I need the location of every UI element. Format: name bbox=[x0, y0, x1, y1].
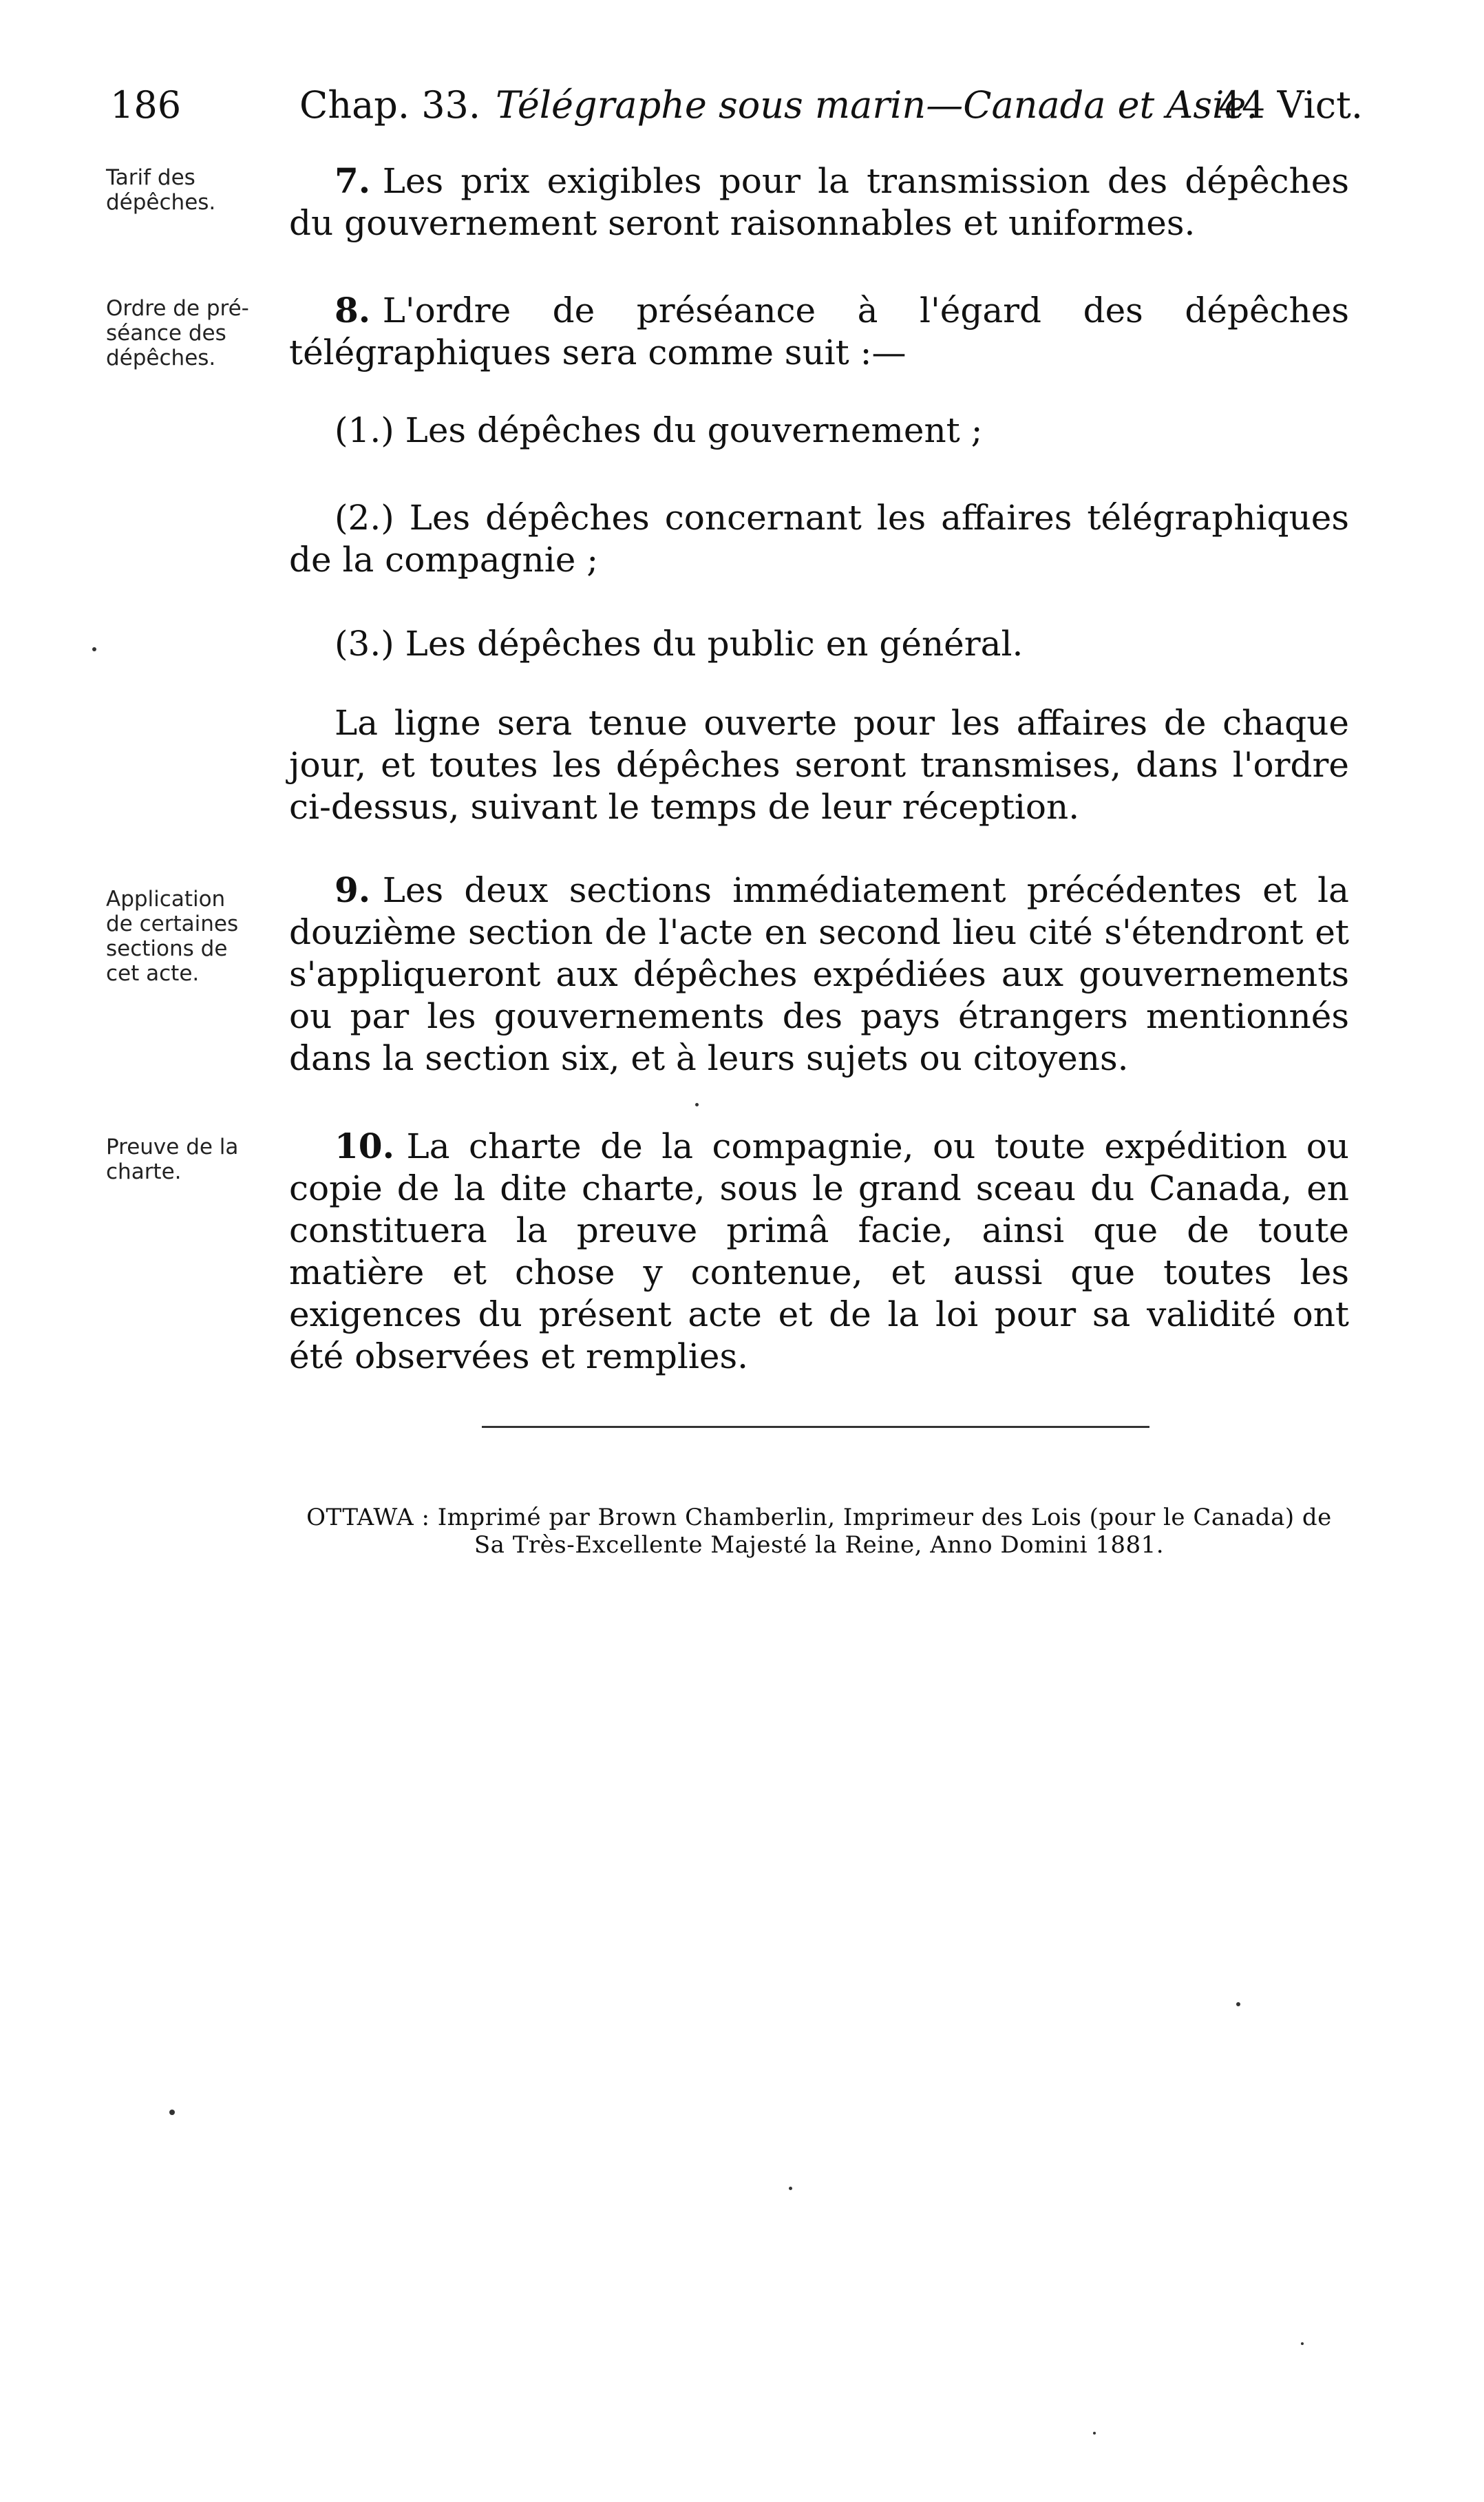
section-10-text: La charte de la compagnie, ou toute expédition ou copie de la dite charte, sous le grand sceau du Canada, en constituera la preuve primâ facie, ainsi que de toute matière et chose y contenue, et aussi que toutes les exigences du présent acte et de la loi pour sa validité ont été observées et remplies. bbox=[289, 1126, 1349, 1376]
section-8-item-3: (3.) Les dépêches du public en général. bbox=[335, 624, 1024, 664]
page-header bbox=[110, 74, 1363, 136]
section-8-text: L'ordre de préséance à l'égard des dépêches télégraphiques sera comme suit :— bbox=[289, 291, 1349, 372]
print-speck bbox=[1236, 2002, 1240, 2006]
section-9-number: 9. bbox=[335, 870, 371, 910]
section-10-number: 10. bbox=[335, 1126, 394, 1166]
print-speck bbox=[92, 647, 96, 651]
print-speck bbox=[789, 2187, 792, 2190]
print-speck bbox=[1093, 2432, 1096, 2435]
running-title: Télégraphe sous marin—Canada et Asie. bbox=[496, 83, 1258, 127]
section-8-number: 8. bbox=[335, 290, 371, 330]
section-8-closing: La ligne sera tenue ouverte pour les affaires de chaque jour, et toutes les dépêches seront transmises, dans l'ordre ci-dessus, suivant le temps de leur réception. bbox=[289, 703, 1349, 827]
printer-imprint: OTTAWA : Imprimé par Brown Chamberlin, Imprimeur des Lois (pour le Canada) de Sa Très-Excellente Majesté la Reine, Anno Domini 1881. bbox=[306, 1504, 1332, 1559]
section-7-text: Les prix exigibles pour la transmission des dépêches du gouvernement seront raisonnables et uniformes. bbox=[289, 161, 1349, 243]
section-10 bbox=[289, 1125, 1349, 1378]
chapter-label: Chap. 33. bbox=[299, 83, 481, 127]
section-8-item-1: (1.) Les dépêches du gouvernement ; bbox=[335, 410, 983, 450]
print-speck bbox=[695, 1103, 699, 1106]
section-9-text: Les deux sections immédiatement précédentes et la douzième section de l'acte en second lieu cité s'étendront et s'appliqueront aux dépêches expédiées aux gouvernements ou par les gouvernements des pays étrangers mentionnés dans la section six, et à leurs sujets ou citoyens. bbox=[289, 870, 1349, 1078]
margin-note-application: Application de certaines sections de cet acte. bbox=[106, 887, 239, 986]
divider-rule bbox=[482, 1426, 1149, 1428]
section-8-item-2: (2.) Les dépêches concernant les affaires télégraphiques de la compagnie ; bbox=[289, 498, 1349, 580]
section-8 bbox=[289, 289, 1349, 374]
section-7 bbox=[289, 160, 1349, 244]
margin-note-preuve: Preuve de la charte. bbox=[106, 1135, 239, 1184]
page-number: 186 bbox=[110, 83, 182, 127]
margin-note-ordre: Ordre de pré- séance des dépêches. bbox=[106, 296, 249, 370]
print-speck bbox=[1301, 2342, 1304, 2345]
print-speck bbox=[169, 2110, 175, 2115]
regnal-year: 44 Vict. bbox=[1218, 83, 1363, 127]
margin-note-tarif: Tarif des dépêches. bbox=[106, 165, 216, 215]
section-7-number: 7. bbox=[335, 160, 371, 201]
section-9 bbox=[289, 869, 1349, 1080]
